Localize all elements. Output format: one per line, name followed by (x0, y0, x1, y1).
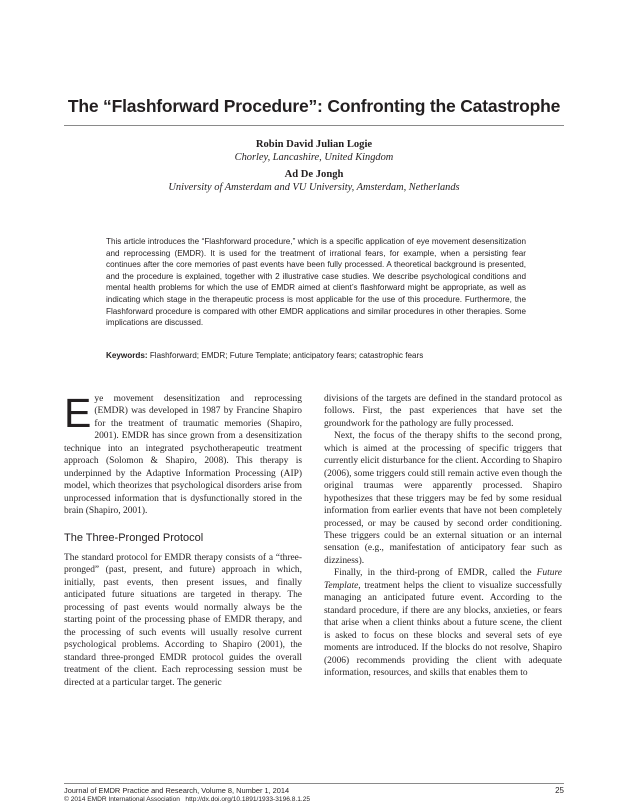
intro-text: ye movement desensitization and reprocessing (EMDR) was developed in 1987 by Francine Shapiro for the treatment of traumatic memories (Shapiro, 2001). EMDR has since grown from a desensitization technique into an integrated psychotherapeutic treatment approach (Solomon & Shapiro, 2008). This therapy is underpinned by the Adaptive Information Processing (AIP) model, which theorizes that psychological disorders arise from unprocessed information that is dysfunctionally stored in the brain (Shapiro, 2001). (64, 394, 302, 517)
third-prong-text-b: , treatment helps the client to visualize successfully managing an anticipated future event. According to the standard procedure, if there are any blocks, anxieties, or fears that arise when a client thinks about a future scene, the client is asked to focus on these blocks and several sets of eye moments are introduced. If the blocks do not resolve, Shapiro (2006) recommends providing the client with adequate information, resources, and skills that enables them to (324, 580, 562, 678)
author-affiliation-2: University of Amsterdam and VU University, Amsterdam, Netherlands (168, 182, 460, 193)
doi-link[interactable]: http://dx.doi.org/10.1891/1933-3196.8.1.25 (185, 796, 311, 803)
article-title: The “Flashforward Procedure”: Confronting the Catastrophe (67, 96, 561, 116)
targets-paragraph: divisions of the targets are defined in the standard protocol as follows. First, the past experiences that have set the groundwork for the pathology are fully processed. (324, 394, 562, 429)
keywords (106, 350, 526, 361)
third-prong-paragraph (324, 567, 562, 679)
title-rule (64, 125, 564, 126)
third-prong-text-a: Finally, in the third-prong of EMDR, called the (334, 568, 537, 579)
right-column (324, 393, 562, 679)
page-number: 25 (555, 786, 564, 795)
future-template-term: Future Template (324, 568, 562, 591)
keywords-list: Flashforward; EMDR; Future Template; anticipatory fears; catastrophic fears (149, 351, 424, 360)
left-column (64, 390, 302, 689)
protocol-paragraph: The standard protocol for EMDR therapy consists of a “three-pronged” (past, present, and future) approach in which, initially, past events, then present issues, and finally anticipated future situations are targeted in therapy. The processing of past events would normally always be the starting point of the processing phase of EMDR therapy, and the processing of such events will usually resolve current psychological problems. According to Shapiro (2001), the standard three-pronged EMDR protocol guides the overall treatment of the client. Each reprocessing session must be directed at a particular target. The generic (64, 552, 302, 688)
section-heading-three-pronged: The Three-Pronged Protocol (64, 531, 204, 544)
journal-citation: Journal of EMDR Practice and Research, Volume 8, Number 1, 2014 (64, 786, 290, 795)
intro-paragraph (64, 390, 302, 518)
footer-copyright (64, 796, 564, 803)
second-prong-paragraph: Next, the focus of the therapy shifts to the second prong, which is aimed at the processing of specific triggers that currently elicit disturbance for the client. According to Shapiro (2006), some triggers could still remain active even though the original traumas were apparently processed. Shapiro hypothesizes that these triggers may be fed by some residual information from earlier events that have not been completely processed, or may be caused by second order conditioning. These triggers could be an external situation or an internal sensation (e.g., manifestation of anticipatory fear such as dizziness). (324, 431, 562, 566)
copyright-text: © 2014 EMDR International Association (64, 796, 180, 803)
abstract: This article introduces the “Flashforward procedure,” which is a specific application of eye movement desensitization and reprocessing (EMDR). It is used for the treatment of irrational fears, for example, when a persisting fear continues after the core memories of past events have been fully processed. A theoretical background is presented, and the procedure is explained, together with 2 illustrative case studies. We describe psychological conditions and mental health problems for which the use of EMDR aimed at client’s flashforward might be appropriate, as well as indicating which stage in the therapeutic process is most applicable for the use of this procedure. Furthermore, the Flashforward procedure is compared with other EMDR applications and similar procedures in other therapies. Some implications are discussed. (106, 237, 526, 328)
footer-journal (64, 786, 564, 795)
author-name-2: Ad De Jongh (284, 169, 344, 180)
footer-rule (64, 783, 564, 784)
drop-cap: E (64, 390, 92, 436)
author-affiliation-1: Chorley, Lancashire, United Kingdom (234, 152, 394, 163)
author-name-1: Robin David Julian Logie (255, 139, 373, 150)
keywords-label: Keywords: (106, 351, 148, 360)
